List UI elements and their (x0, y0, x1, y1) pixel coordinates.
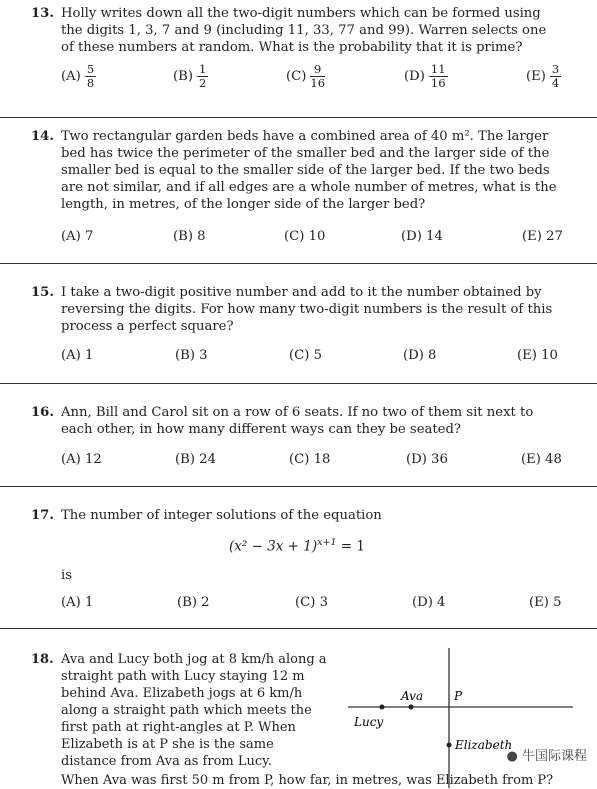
option-b[interactable]: (B) $\frac{1}{2}$ (173, 62, 207, 90)
option-c[interactable]: (C) 3 (295, 595, 328, 610)
question-15-text: 15. I take a two-digit positive number and add to it the number obtained by reversing the digits. For how many two-digit numbers is the result of this process a perfect square? (31, 285, 553, 334)
divider (0, 486, 597, 487)
option-b[interactable]: (B) 8 (173, 229, 206, 244)
fraction: $\frac{9}{16}$ (310, 62, 326, 90)
option-e[interactable]: (E) 27 (522, 229, 563, 244)
divider (0, 383, 597, 384)
question-18-last-line: When Ava was first 50 m from P, how far, in metres, was Elizabeth from P? (61, 773, 554, 788)
option-e[interactable]: (E) 48 (521, 452, 562, 467)
lucy-label: Lucy (354, 715, 384, 729)
question-14-text: 14. Two rectangular garden beds have a combined area of 40 m². The larger bed has twice the perimeter of the smaller bed and the larger side of the smaller bed is equal to the smaller side of the larger bed. If the two beds are not similar, and if all edges are a whole number of metres, what is the length, in metres, of the longer side of the larger bed? (31, 129, 557, 212)
question-number: 15. (31, 285, 54, 300)
option-c[interactable]: (C) 18 (289, 452, 331, 467)
question-15-options (61, 347, 563, 371)
question-18-text: 18. Ava and Lucy both jog at 8 km/h along a straight path with Lucy staying 12 m behind Ava. Elizabeth jogs at 6 km/h along a straight path which meets the first path at right-angles at P. When Elizabeth is at P she is the same distance from Ava as from Lucy. (31, 652, 327, 769)
fraction: $\frac{1}{2}$ (198, 62, 207, 90)
elizabeth-point (447, 743, 452, 748)
option-c[interactable]: (C) 5 (289, 348, 322, 363)
option-d[interactable]: (D) 36 (406, 452, 448, 467)
ava-label: Ava (401, 689, 424, 703)
question-13 (31, 5, 563, 90)
question-17-after: is (61, 568, 72, 583)
option-a[interactable]: (A) $\frac{5}{8}$ (61, 62, 95, 90)
question-16-options (61, 451, 563, 475)
ava-point (409, 705, 414, 710)
question-14-options (61, 228, 563, 252)
question-number: 16. (31, 405, 54, 420)
option-d[interactable]: (D) 8 (403, 348, 437, 363)
option-a[interactable]: (A) 1 (61, 595, 94, 610)
option-d[interactable]: (D) 4 (412, 595, 446, 610)
fraction: $\frac{3}{4}$ (551, 62, 560, 90)
fraction: $\frac{5}{8}$ (86, 62, 95, 90)
watermark: ● 牛国际课程 (506, 749, 587, 764)
option-b[interactable]: (B) 24 (175, 452, 216, 467)
question-15 (31, 284, 563, 363)
option-a[interactable]: (A) 12 (61, 452, 102, 467)
question-16-text: 16. Ann, Bill and Carol sit on a row of 6 seats. If no two of them sit next to each other, in how many different ways can they be seated? (31, 405, 534, 437)
option-b[interactable]: (B) 2 (177, 595, 210, 610)
option-b[interactable]: (B) 3 (175, 348, 208, 363)
wechat-icon: ● (506, 749, 518, 764)
p-label: P (454, 689, 463, 703)
question-number: 18. (31, 652, 54, 667)
option-e[interactable]: (E) 5 (529, 595, 562, 610)
fraction: $\frac{11}{16}$ (430, 62, 446, 90)
lucy-point (380, 705, 385, 710)
option-d[interactable]: (D) 14 (401, 229, 443, 244)
option-e[interactable]: (E) 10 (517, 348, 558, 363)
option-e[interactable]: (E) $\frac{3}{4}$ (526, 62, 560, 90)
question-number: 14. (31, 129, 54, 144)
question-number: 17. (31, 508, 54, 523)
divider (0, 117, 597, 118)
question-17 (31, 507, 563, 610)
option-a[interactable]: (A) 1 (61, 348, 94, 363)
question-17-text: 17. The number of integer solutions of the equation (31, 508, 382, 523)
question-18 (31, 651, 331, 770)
equation: $(x^2 - 3x + 1)^{x+1} = 1$ (229, 537, 365, 555)
question-16 (31, 404, 563, 467)
question-13-text: 13. Holly writes down all the two-digit numbers which can be formed using the digits 1, 3, 7 and 9 (including 11, 33, 77 and 99). Warren selects one of these numbers at random. What is the probability that it is prime? (31, 6, 547, 55)
path-diagram (348, 648, 578, 788)
question-number: 13. (31, 6, 54, 21)
option-a[interactable]: (A) 7 (61, 229, 94, 244)
question-13-options (61, 62, 563, 91)
option-c[interactable]: (C) 10 (284, 229, 326, 244)
option-c[interactable]: (C) $\frac{9}{16}$ (286, 62, 326, 90)
divider (0, 263, 597, 264)
elizabeth-label: Elizabeth (455, 738, 513, 752)
question-17-options (61, 594, 563, 618)
question-14 (31, 128, 563, 244)
option-d[interactable]: (D) $\frac{11}{16}$ (404, 62, 446, 90)
divider (0, 628, 597, 629)
